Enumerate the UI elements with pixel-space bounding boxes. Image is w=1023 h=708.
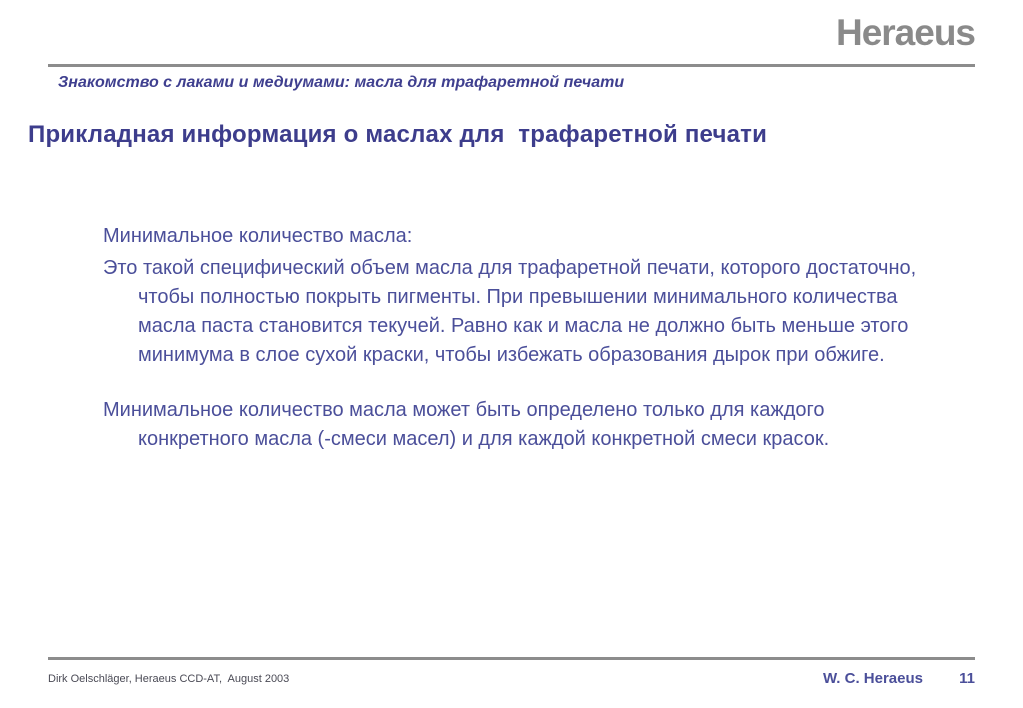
paragraph-determination: Минимальное количество масла может быть определено только для каждого конкретного масла (-смеси масел) и для каждой конкретной смеси красок.	[103, 399, 830, 450]
section-subtitle: Знакомство с лаками и медиумами: масла для трафаретной печати	[58, 74, 625, 91]
footer-company: W. C. Heraeus	[822, 670, 923, 687]
slide-body	[103, 222, 923, 454]
heraeus-logo: Heraeus	[835, 12, 975, 53]
paragraph-definition: Это такой специфический объем масла для трафаретной печати, которого достаточно, чтобы полностью покрыть пигменты. При превышении минимального количества масла паста становится текучей. Равно как и масла не должно быть меньше этого минимума в слое сухой краски, чтобы избежать образования дырок при обжиге.	[103, 257, 917, 366]
page-title: Прикладная информация о маслах для трафаретной печати	[28, 121, 768, 148]
page-number: 11	[959, 670, 975, 687]
bottom-divider	[48, 657, 975, 660]
top-divider	[48, 64, 975, 67]
content-heading: Минимальное количество масла:	[103, 225, 413, 247]
footer-author: Dirk Oelschläger, Heraeus CCD-AT, August 2003	[48, 673, 290, 685]
